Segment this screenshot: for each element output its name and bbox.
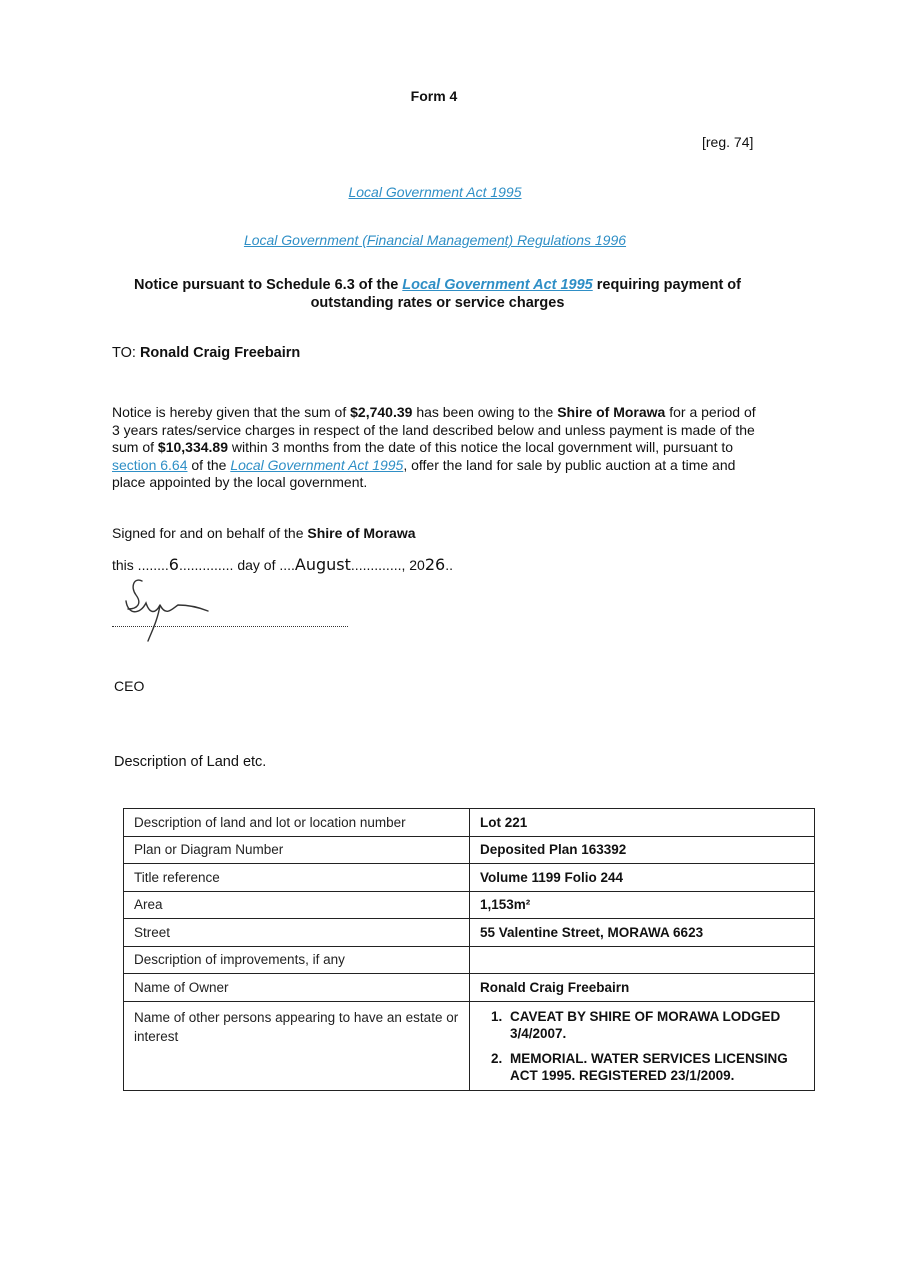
- date-text: ............., 20: [350, 557, 425, 573]
- table-row: [124, 974, 815, 1002]
- signatory-title: CEO: [114, 678, 145, 694]
- row-value: Deposited Plan 163392: [470, 836, 815, 864]
- description-heading: Description of Land etc.: [114, 754, 267, 770]
- notice-act-link[interactable]: Local Government Act 1995: [230, 456, 404, 473]
- row-value: 55 Valentine Street, MORAWA 6623: [470, 919, 815, 947]
- row-value: 1,153m²: [470, 891, 815, 919]
- handwritten-signature: [112, 575, 222, 645]
- date-text: .............. day of ....: [178, 557, 295, 573]
- to-label: TO:: [112, 345, 136, 361]
- date-text: this ........: [112, 557, 169, 573]
- row-value: Volume 1199 Folio 244: [470, 864, 815, 892]
- row-value: [470, 946, 815, 974]
- act-title-link[interactable]: Local Government Act 1995: [348, 184, 522, 200]
- interest-list: [480, 1008, 804, 1084]
- table-row: [124, 919, 815, 947]
- row-label: Street: [124, 919, 470, 947]
- amount-due: $10,334.89: [157, 439, 228, 455]
- row-label: Description of land and lot or location number: [124, 809, 470, 837]
- row-label: Name of Owner: [124, 974, 470, 1002]
- notice-text: for a period of 3 years rates/service charges in respect of the land described below and unless payment is made of the sum of: [112, 404, 756, 455]
- row-value: [470, 1001, 815, 1090]
- list-item: 2. MEMORIAL. WATER SERVICES LICENSING ACT 1995. REGISTERED 23/1/2009.: [506, 1050, 804, 1084]
- table-row: [124, 836, 815, 864]
- table-row: [124, 946, 815, 974]
- date-text: ..: [445, 557, 453, 573]
- row-label: Name of other persons appearing to have an estate or interest: [124, 1001, 470, 1090]
- signed-org: Shire of Morawa: [307, 525, 416, 541]
- amount-owing: $2,740.39: [350, 404, 413, 420]
- table-row: [124, 891, 815, 919]
- heading-suffix: requiring payment of outstanding rates or service charges: [310, 277, 741, 311]
- regulations-title-link[interactable]: Local Government (Financial Management) Regulations 1996: [243, 232, 627, 248]
- row-value: Lot 221: [470, 809, 815, 837]
- signed-line: [112, 525, 416, 541]
- signed-prefix: Signed for and on behalf of the: [112, 525, 304, 541]
- table-row: [124, 1001, 815, 1090]
- notice-paragraph: [112, 404, 762, 492]
- land-description-table: [123, 808, 815, 1091]
- day-value: 6: [168, 555, 179, 574]
- row-label: Title reference: [124, 864, 470, 892]
- table-row: [124, 809, 815, 837]
- row-label: Area: [124, 891, 470, 919]
- year-value: 26: [424, 555, 446, 574]
- month-value: August: [294, 555, 351, 574]
- notice-text: of the: [191, 456, 227, 473]
- shire-name: Shire of Morawa: [557, 404, 666, 420]
- notice-text: Notice is hereby given that the sum of: [112, 404, 347, 420]
- row-label: Plan or Diagram Number: [124, 836, 470, 864]
- row-label: Description of improvements, if any: [124, 946, 470, 974]
- notice-text: within 3 months from the date of this notice the local government will, pursuant to: [231, 439, 734, 455]
- recipient-line: [112, 345, 300, 361]
- table-row: [124, 864, 815, 892]
- regulation-reference: [reg. 74]: [702, 134, 754, 150]
- notice-text: , offer the land for sale by public auction at a time and place appointed by the local government.: [112, 456, 736, 490]
- row-value: Ronald Craig Freebairn: [470, 974, 815, 1002]
- notice-text: has been owing to the: [416, 404, 554, 420]
- form-title: Form 4: [410, 88, 458, 104]
- heading-prefix: Notice pursuant to Schedule 6.3 of the: [134, 277, 399, 293]
- date-line: [112, 555, 453, 574]
- heading-act-link[interactable]: Local Government Act 1995: [402, 277, 593, 293]
- list-item: 1. CAVEAT BY SHIRE OF MORAWA LODGED 3/4/2007.: [506, 1008, 804, 1042]
- section-link[interactable]: section 6.64: [112, 456, 188, 473]
- recipient-name: Ronald Craig Freebairn: [139, 345, 301, 361]
- notice-heading: [110, 276, 765, 312]
